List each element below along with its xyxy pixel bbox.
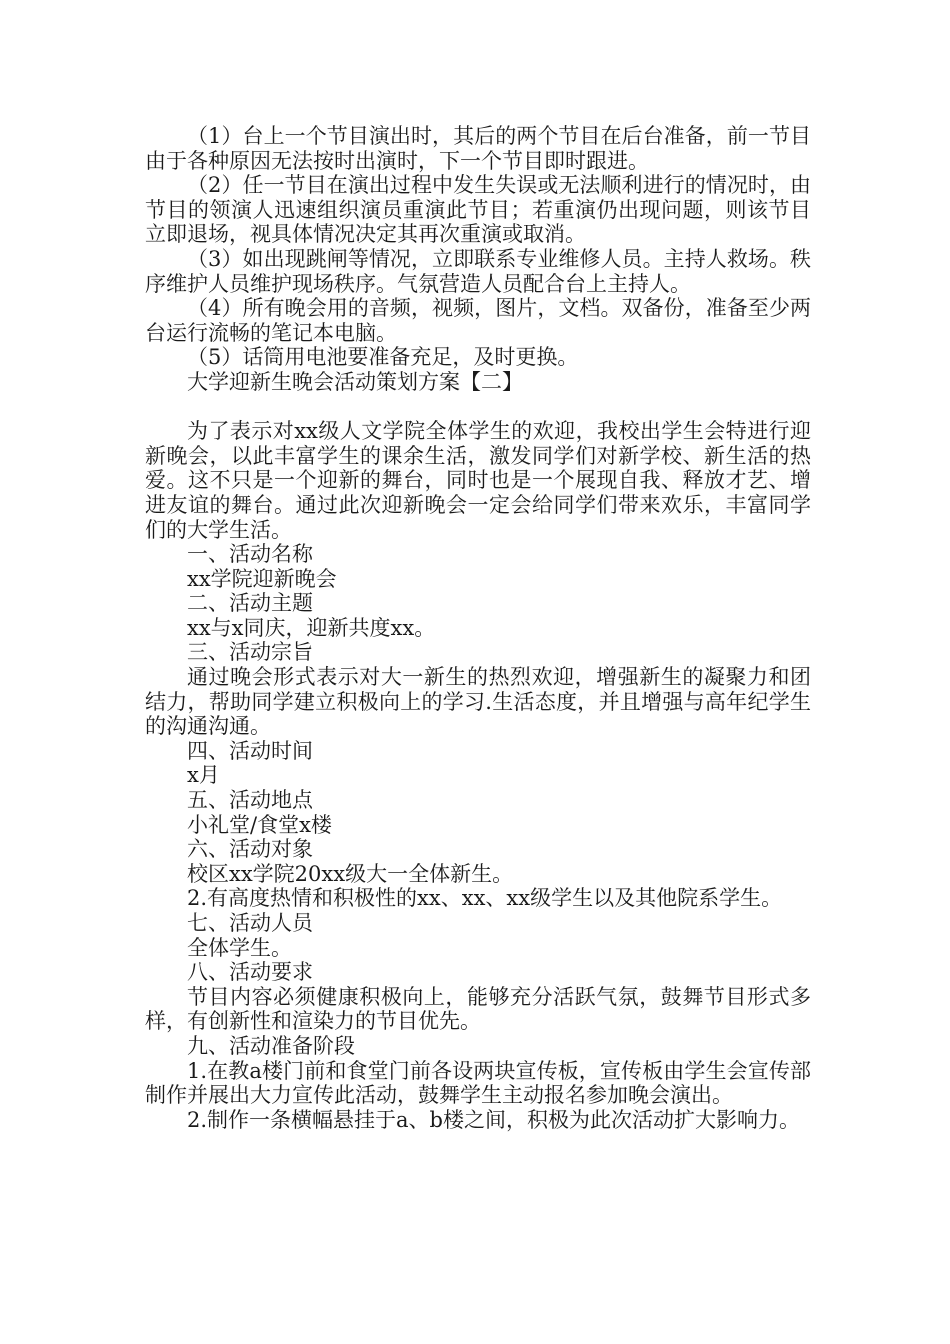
preparation-item-1: 1.在教a楼门前和食堂门前各设两块宣传板，宣传板由学生会宣传部制作并展出大力宣传此活动，鼓舞学生主动报名参加晚会演出。 bbox=[145, 1058, 811, 1108]
heading-preparation-stage: 九、活动准备阶段 bbox=[187, 1033, 355, 1058]
activity-time: x月 bbox=[187, 763, 220, 788]
activity-staff: 全体学生。 bbox=[187, 935, 292, 960]
heading-activity-name: 一、活动名称 bbox=[187, 542, 313, 567]
paragraph-1: （1）台上一个节目演出时，其后的两个节目在后台准备，前一节目由于各种原因无法按时出演时，下一个节目即时跟进。 bbox=[145, 124, 811, 173]
heading-activity-requirements: 八、活动要求 bbox=[187, 960, 313, 985]
heading-activity-purpose: 三、活动宗旨 bbox=[187, 640, 313, 665]
paragraph-3: （3）如出现跳闸等情况，立即联系专业维修人员。主持人救场。秩序维护人员维护现场秩序。气氛营造人员配合台上主持人。 bbox=[145, 246, 811, 296]
intro-paragraph: 为了表示对xx级人文学院全体学生的欢迎，我校出学生会特进行迎新晚会，以此丰富学生的课余生活，激发同学们对新学校、新生活的热爱。这不只是一个迎新的舞台，同时也是一个展现自我、释放才艺、增进友谊的舞台。通过此次迎新晚会一定会给同学们带来欢乐，丰富同学们的大学生活。 bbox=[145, 419, 811, 542]
paragraph-2: （2）任一节目在演出过程中发生失误或无法顺利进行的情况时，由节目的领演人迅速组织演员重演此节目；若重演仍出现问题，则该节目立即退场，视具体情况决定其再次重演或取消。 bbox=[145, 173, 811, 247]
activity-audience-1: 校区xx学院20xx级大一全体新生。 bbox=[187, 861, 514, 886]
document-body bbox=[145, 124, 811, 1132]
activity-location: 小礼堂/食堂x楼 bbox=[187, 812, 332, 837]
activity-theme: xx与x同庆，迎新共度xx。 bbox=[187, 615, 436, 640]
heading-activity-staff: 七、活动人员 bbox=[187, 911, 313, 935]
paragraph-4: （4）所有晚会用的音频，视频，图片，文档。双备份，准备至少两台运行流畅的笔记本电脑。 bbox=[145, 296, 811, 345]
activity-name: xx学院迎新晚会 bbox=[187, 566, 337, 591]
heading-activity-location: 五、活动地点 bbox=[187, 788, 313, 813]
activity-purpose: 通过晚会形式表示对大一新生的热烈欢迎，增强新生的凝聚力和团结力，帮助同学建立积极向上的学习.生活态度，并且增强与高年纪学生的沟通沟通。 bbox=[145, 665, 811, 739]
heading-activity-audience: 六、活动对象 bbox=[187, 837, 313, 862]
heading-activity-theme: 二、活动主题 bbox=[187, 591, 313, 616]
heading-activity-time: 四、活动时间 bbox=[187, 738, 313, 763]
activity-audience-2: 2.有高度热情和积极性的xx、xx、xx级学生以及其他院系学生。 bbox=[187, 886, 783, 911]
section-heading: 大学迎新生晚会活动策划方案【二】 bbox=[187, 369, 523, 394]
paragraph-5: （5）话筒用电池要准备充足，及时更换。 bbox=[187, 345, 579, 370]
blank-line bbox=[145, 395, 811, 420]
preparation-item-2: 2.制作一条横幅悬挂于a、b楼之间，积极为此次活动扩大影响力。 bbox=[187, 1107, 800, 1132]
activity-requirements: 节目内容必须健康积极向上，能够充分活跃气氛，鼓舞节目形式多样，有创新性和渲染力的节目优先。 bbox=[145, 984, 811, 1034]
